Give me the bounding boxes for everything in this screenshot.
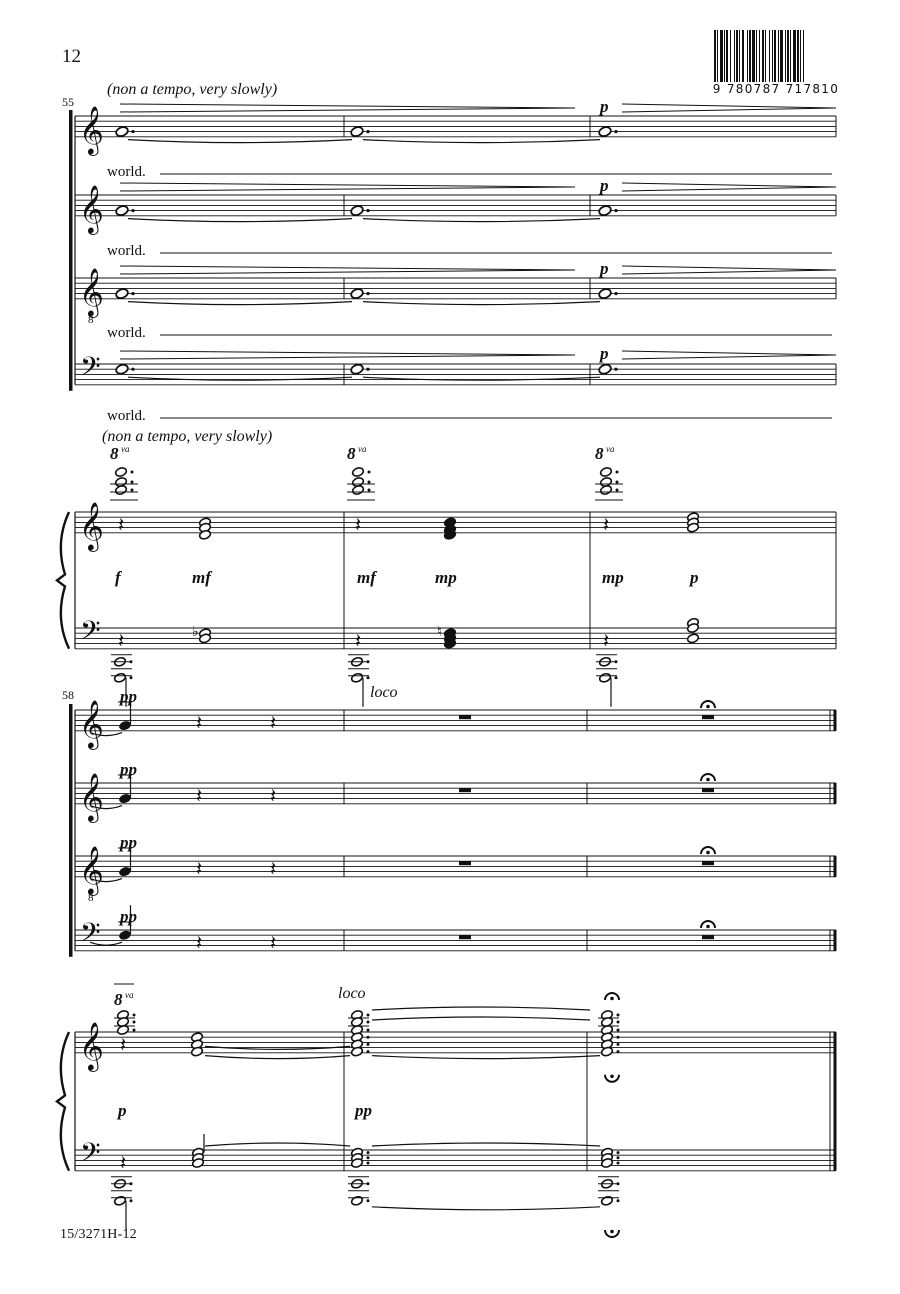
augmentation-dot [131, 471, 134, 474]
choir-staff [75, 930, 836, 951]
tie [372, 1056, 600, 1059]
tie [128, 302, 352, 305]
augmentation-dot [130, 676, 133, 679]
diminuendo-hairpin [622, 183, 836, 191]
chord [444, 628, 457, 649]
treble-clef: 𝄞 [79, 701, 104, 748]
dynamic-mp: mp [435, 568, 457, 587]
piano-brace [57, 512, 69, 649]
tie [372, 1143, 600, 1146]
augmentation-dot [367, 1050, 370, 1053]
lyric-word: world. [107, 243, 146, 259]
note-head [350, 288, 364, 300]
piano-treble-staff [75, 1032, 836, 1053]
quarter-rest: 𝄽 [196, 783, 203, 808]
dynamic-pp: pp [120, 760, 137, 779]
fermata-dot [706, 778, 710, 782]
chord-note-head [351, 1195, 364, 1206]
tie [363, 219, 600, 222]
tempo-marking: (non a tempo, very slowly) [107, 81, 278, 98]
hairpin-line [622, 270, 836, 274]
dynamic-p: p [600, 176, 609, 195]
hairpin-line [120, 108, 575, 112]
augmentation-dot [614, 292, 617, 295]
chord-note-head [351, 672, 364, 683]
quarter-rest: 𝄽 [196, 856, 203, 881]
note-head [598, 363, 612, 375]
augmentation-dot [617, 1151, 620, 1154]
tie [372, 1007, 590, 1010]
hairpin-line [622, 104, 836, 108]
chord-note-head [115, 485, 128, 496]
whole-rest [702, 861, 714, 865]
quarter-rest: 𝄽 [118, 512, 125, 537]
half-note [115, 205, 135, 217]
augmentation-dot [616, 471, 619, 474]
whole-rest [702, 788, 714, 792]
fermata-dot [610, 997, 614, 1001]
half-note [350, 363, 370, 375]
diminuendo-hairpin [622, 266, 836, 274]
augmentation-dot [133, 1021, 136, 1024]
augmentation-dot [614, 209, 617, 212]
augmentation-dot [368, 489, 371, 492]
dynamic-mf: mf [192, 568, 211, 587]
chord-note-head [115, 467, 128, 478]
octave-treble-clef-mark: 8 [88, 313, 94, 326]
hairpin-line [622, 355, 836, 359]
dynamic-mp: mp [602, 568, 624, 587]
augmentation-dot [367, 1156, 370, 1159]
augmentation-dot [366, 368, 369, 371]
tie [205, 1056, 350, 1059]
chord [444, 517, 457, 540]
note-head [115, 205, 129, 217]
loco-marking: loco [338, 985, 366, 1002]
hairpin-line [622, 266, 836, 270]
chord-note-head [352, 467, 365, 478]
note-head [598, 126, 612, 138]
chord [599, 656, 618, 683]
choir-staff [75, 364, 836, 385]
octave-mark-suffix: va [606, 444, 615, 454]
augmentation-dot [367, 1162, 370, 1165]
choir-bracket [69, 704, 73, 957]
chord-note-head [114, 672, 127, 683]
fermata-icon [605, 1075, 619, 1082]
quarter-rest: 𝄽 [120, 1150, 127, 1175]
choir-staff [75, 710, 836, 731]
diminuendo-hairpin [622, 104, 836, 112]
chord [115, 467, 134, 496]
half-note [350, 126, 370, 138]
chord-note-head [601, 1195, 614, 1206]
diminuendo-hairpin [120, 266, 575, 274]
note-head [115, 288, 129, 300]
augmentation-dot [615, 676, 618, 679]
lyric-word: world. [107, 408, 146, 424]
half-note [115, 363, 135, 375]
dynamic-pp: pp [120, 687, 137, 706]
whole-rest [459, 935, 471, 939]
treble-clef: 𝄞 [79, 774, 104, 821]
treble-clef: 𝄞 [79, 186, 104, 233]
chord [600, 467, 619, 496]
choir-staff [75, 116, 836, 137]
chord [601, 1178, 620, 1206]
fermata-icon [605, 1230, 619, 1237]
dynamic-pp: pp [120, 907, 137, 926]
dynamic-mf: mf [357, 568, 376, 587]
fermata-dot [706, 705, 710, 709]
treble-clef: 𝄞 [79, 269, 104, 316]
choir-bracket [69, 110, 73, 391]
quarter-rest: 𝄽 [270, 930, 277, 955]
whole-rest [459, 861, 471, 865]
chord-note-head [352, 485, 365, 496]
note-head [115, 363, 129, 375]
chord [351, 656, 370, 683]
augmentation-dot [367, 1199, 370, 1202]
tie [372, 1207, 600, 1210]
augmentation-dot [367, 1014, 370, 1017]
tie [363, 140, 600, 143]
chord-note-head [114, 1195, 127, 1206]
chord-note-head [599, 672, 612, 683]
catalog-number: 15/3271H-12 [60, 1227, 137, 1242]
fermata-icon [701, 774, 715, 781]
dynamic-f: f [115, 568, 121, 587]
octave-mark: 8 [114, 990, 123, 1009]
augmentation-dot [133, 1014, 136, 1017]
chord-note-head [600, 485, 613, 496]
treble-clef: 𝄞 [79, 107, 104, 154]
hairpin-line [120, 270, 575, 274]
half-note [598, 363, 618, 375]
whole-rest [702, 935, 714, 939]
augmentation-dot [616, 481, 619, 484]
augmentation-dot [131, 130, 134, 133]
whole-rest [459, 715, 471, 719]
diminuendo-hairpin [120, 351, 575, 359]
treble-clef: 𝄞 [79, 503, 104, 550]
note-head [598, 205, 612, 217]
quarter-rest: 𝄽 [603, 512, 610, 537]
treble-clef: 𝄞 [79, 1023, 104, 1070]
barcode-digits: 9 780787 717810 [712, 82, 840, 96]
choir-staff [75, 783, 836, 804]
hairpin-line [120, 351, 575, 355]
augmentation-dot [617, 1029, 620, 1032]
augmentation-dot [131, 209, 134, 212]
half-note [598, 205, 618, 217]
chord [351, 1178, 370, 1206]
fermata-dot [706, 851, 710, 855]
quarter-rest: 𝄽 [355, 628, 362, 653]
octave-mark-suffix: va [121, 444, 130, 454]
augmentation-dot [617, 1014, 620, 1017]
augmentation-dot [617, 1043, 620, 1046]
augmentation-dot [367, 1043, 370, 1046]
dynamic-pp: pp [120, 833, 137, 852]
augmentation-dot [130, 1199, 133, 1202]
augmentation-dot [614, 368, 617, 371]
bass-clef: 𝄢 [80, 917, 101, 954]
chord-note-head [687, 633, 700, 644]
hairpin-line [622, 187, 836, 191]
octave-mark-suffix: va [358, 444, 367, 454]
augmentation-dot [366, 130, 369, 133]
octave-treble-clef-mark: 8 [88, 891, 94, 904]
tie [372, 1017, 590, 1020]
quarter-rest: 𝄽 [270, 783, 277, 808]
bass-clef: 𝄢 [80, 1137, 101, 1174]
augmentation-dot [366, 292, 369, 295]
quarter-rest: 𝄽 [196, 930, 203, 955]
quarter-rest: 𝄽 [196, 710, 203, 735]
piano-bass-staff [75, 1150, 836, 1171]
dynamic-p: p [600, 259, 609, 278]
fermata-dot [610, 1075, 614, 1079]
augmentation-dot [367, 1021, 370, 1024]
augmentation-dot [617, 1199, 620, 1202]
dynamic-pp: pp [355, 1101, 372, 1120]
measure-number: 58 [62, 688, 74, 702]
lyric-word: world. [107, 164, 146, 180]
fermata-dot [706, 925, 710, 929]
fermata-icon [701, 921, 715, 928]
chord [191, 1032, 204, 1057]
chord-note-head [600, 467, 613, 478]
chord [687, 617, 700, 644]
loco-marking: loco [370, 684, 398, 701]
hairpin-line [622, 183, 836, 187]
fermata-icon [701, 847, 715, 854]
choir-staff [75, 856, 836, 877]
quarter-rest: 𝄽 [355, 512, 362, 537]
half-note [115, 126, 135, 138]
diminuendo-hairpin [120, 104, 575, 112]
chord [601, 1032, 620, 1057]
quarter-rest: 𝄽 [270, 710, 277, 735]
hairpin-line [120, 183, 575, 187]
hairpin-line [120, 104, 575, 108]
half-note [598, 288, 618, 300]
natural-accidental: ♮ [437, 625, 443, 641]
augmentation-dot [617, 1162, 620, 1165]
fermata-icon [605, 993, 619, 1000]
quarter-rest: 𝄽 [270, 856, 277, 881]
augmentation-dot [131, 292, 134, 295]
augmentation-dot [617, 1036, 620, 1039]
augmentation-dot [616, 489, 619, 492]
augmentation-dot [367, 676, 370, 679]
flat-accidental: ♭ [192, 625, 199, 641]
fermata-icon [701, 701, 715, 708]
octave-mark-suffix: va [125, 990, 134, 1000]
augmentation-dot [614, 130, 617, 133]
octave-mark: 8 [110, 444, 119, 463]
hairpin-line [622, 351, 836, 355]
augmentation-dot [617, 1021, 620, 1024]
bass-clef: 𝄢 [80, 615, 101, 652]
augmentation-dot [617, 1156, 620, 1159]
quarter-rest: 𝄽 [603, 628, 610, 653]
dynamic-p: p [690, 568, 699, 587]
whole-rest [702, 715, 714, 719]
tie [128, 219, 352, 222]
note-head [598, 288, 612, 300]
hairpin-line [120, 355, 575, 359]
augmentation-dot [617, 1050, 620, 1053]
augmentation-dot [131, 481, 134, 484]
tie [363, 302, 600, 305]
augmentation-dot [131, 368, 134, 371]
half-note [598, 126, 618, 138]
augmentation-dot [368, 471, 371, 474]
dynamic-p: p [600, 97, 609, 116]
page-number: 12 [62, 46, 81, 67]
chord [687, 512, 700, 533]
diminuendo-hairpin [622, 351, 836, 359]
augmentation-dot [367, 1029, 370, 1032]
half-note [115, 288, 135, 300]
augmentation-dot [367, 1151, 370, 1154]
augmentation-dot [368, 481, 371, 484]
augmentation-dot [133, 1029, 136, 1032]
hairpin-line [120, 187, 575, 191]
augmentation-dot [367, 1036, 370, 1039]
chord [199, 517, 212, 540]
piano-brace [57, 1032, 69, 1171]
measure-number: 55 [62, 95, 74, 109]
fermata-dot [610, 1230, 614, 1234]
choir-staff [75, 278, 836, 299]
half-note [350, 288, 370, 300]
chord [192, 1147, 205, 1168]
whole-rest [459, 788, 471, 792]
treble-clef: 𝄞 [79, 847, 104, 894]
hairpin-line [120, 266, 575, 270]
note-head [350, 363, 364, 375]
quarter-rest: 𝄽 [118, 628, 125, 653]
tempo-marking: (non a tempo, very slowly) [102, 428, 273, 445]
chord [114, 1178, 133, 1206]
note-head [350, 205, 364, 217]
augmentation-dot [366, 209, 369, 212]
choir-staff [75, 195, 836, 216]
chord [351, 1032, 370, 1057]
chord [114, 656, 133, 683]
bass-clef: 𝄢 [80, 351, 101, 388]
chord [352, 467, 371, 496]
half-note [350, 205, 370, 217]
octave-mark: 8 [347, 444, 356, 463]
note-head [115, 126, 129, 138]
lyric-word: world. [107, 325, 146, 341]
quarter-rest: 𝄽 [120, 1032, 127, 1057]
note-head [350, 126, 364, 138]
octave-mark: 8 [595, 444, 604, 463]
tie [128, 140, 352, 143]
dynamic-p: p [118, 1101, 127, 1120]
hairpin-line [622, 108, 836, 112]
dynamic-p: p [600, 344, 609, 363]
tie [205, 1143, 350, 1146]
augmentation-dot [131, 489, 134, 492]
diminuendo-hairpin [120, 183, 575, 191]
chord [199, 628, 212, 644]
